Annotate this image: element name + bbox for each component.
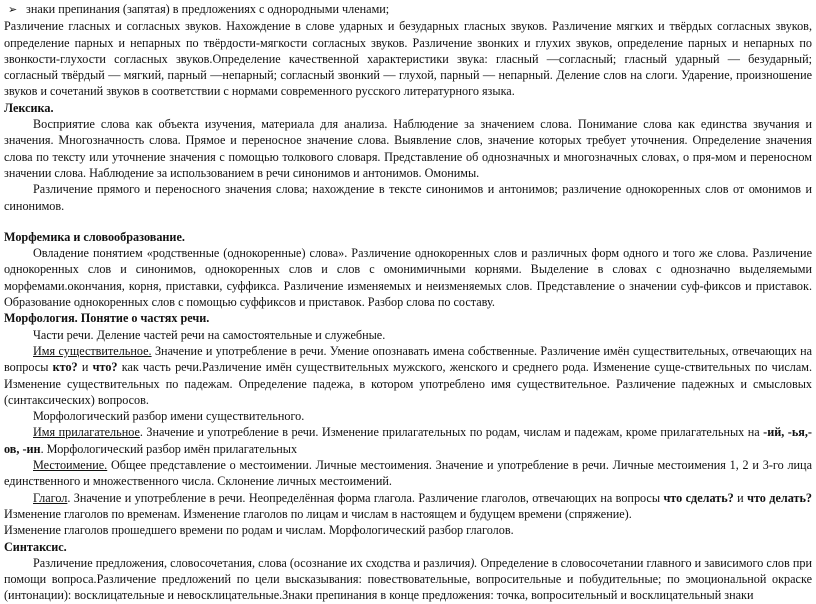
bullet-item <box>4 1 812 18</box>
verb-question-2: что делать? <box>747 490 813 505</box>
morphemics-paragraph: Овладение понятием «родственные (однокоренные) слова». Различение однокоренных слов и различных форм одного и того же слова. Различение однокоренных слов и синонимов, однокоренных слов и слов с омонимичными корнями. Выделение в словах с однозначно выделяемыми морфемами.окончания, корня, приставки, суффикса. Различение изменяемых и неизменяемых слов. Представление о значении суф-фиксов и приставок. Образование однокоренных слов с помощью суффиксов и приставок. Разбор слова по составу. <box>4 246 812 310</box>
adjective-text-a: . Значение и употребление в речи. Изменение прилагательных по родам, числам и падежам, кроме прилагательных на <box>139 425 764 440</box>
adjective-endings: -ий, -ья,-ов, -ин <box>4 425 812 456</box>
noun-term: Имя существительное. <box>33 343 152 358</box>
pronoun-paragraph <box>4 457 812 490</box>
adjective-text-b: . Морфологический разбор имён прилагательных <box>40 441 298 456</box>
bullet-text: знаки препинания (запятая) в предложениях с однородными членами; <box>26 2 390 16</box>
verb-text-b: Изменение глаголов по временам. Изменение глаголов по лицам и числам в настоящем и будущем времени (спряжение). <box>4 506 632 521</box>
verb-paragraph <box>4 490 812 523</box>
adjective-term: Имя прилагательное <box>33 425 140 440</box>
lexics-heading: Лексика. <box>4 100 54 115</box>
pronoun-text: Общее представление о местоимении. Личные местоимения. Значение и употребление в речи. Личные местоимения 1, 2 и 3-го лица единственного и множественного числа. Склонение личных местоимений. <box>4 458 812 489</box>
verb-text-a: . Значение и употребление в речи. Неопределённая форма глагола. Различение глаголов, отвечающих на вопросы <box>67 490 664 505</box>
phonetics-paragraph: Различение гласных и согласных звуков. Нахождение в слове ударных и безударных гласных звуков. Различение мягких и твёрдых согласных звуков, определение парных и непарных по твёрдости-мягкости согласных звуков. Различение звонких и глухих звуков, определение парных и непарных по звонкости-глухости согласных звуков.Определение качественной характеристики звука: гласный —согласный; гласный ударный — безударный; согласный твёрдый — мягкий, парный —непарный; согласный звонкий — глухой, парный — непарный. Деление слов на слоги. Ударение, произношение звуков и сочетаний звуков в соответствии с нормами современного русского литературного языка. <box>4 19 812 99</box>
pronoun-term: Местоимение. <box>33 458 108 473</box>
question-what: что? <box>92 360 118 375</box>
noun-text-a: Значение и употребление в речи. Умение опознавать имена собственные. Различение имён существительных, отвечающих на вопросы <box>4 343 813 375</box>
verb-term: Глагол <box>33 490 68 505</box>
arrowhead-bullet-icon: ➢ <box>8 3 18 16</box>
and-text: и <box>733 490 748 505</box>
noun-parse-paragraph: Морфологический разбор имени существительного. <box>33 409 305 424</box>
syntax-heading: Синтаксис. <box>4 539 67 554</box>
lexics-paragraph-2: Различение прямого и переносного значения слова; нахождение в тексте синонимов и антонимов; различение однокоренных слов от омонимов и синонимов. <box>4 182 812 213</box>
morphology-heading: Морфология. Понятие о частях речи. <box>4 311 210 326</box>
lexics-paragraph-1: Восприятие слова как объекта изучения, материала для анализа. Наблюдение за значением слова. Понимание слова как единства звучания и значения. Многозначность слова. Прямое и переносное значение слова. Выявление слов, значение которых требует уточнения. Определение значения слова по тексту или уточнение значения с помощью толкового словаря. Представление об однозначных и многозначных словах, о пря-мом и переносном значении слова. Наблюдение за использованием в речи синонимов и антонимов. Омонимы. <box>4 117 812 180</box>
syntax-text-b: Определение в словосочетании главного и зависимого слов при помощи вопроса.Различение предложений по цели высказывания: повествовательные, вопросительные и побудительные; по эмоциональной окраске (интонации): восклицательные и невосклицательные.Знаки препинания в конце предложения: точка, вопросительный и восклицательный знаки <box>4 555 812 603</box>
syntax-text-a: Различение предложения, словосочетания, слова (осознание их сходства и различия <box>33 555 471 570</box>
and-text: и <box>77 360 93 375</box>
parts-of-speech-paragraph: Части речи. Деление частей речи на самостоятельные и служебные. <box>33 327 386 342</box>
question-who: кто? <box>52 360 78 375</box>
morphemics-heading: Морфемика и словообразование. <box>4 229 185 244</box>
verb-question-1: что сделать? <box>663 490 734 505</box>
noun-text-b: как часть речи.Различение имён существительных мужского, женского и среднего рода. Изменение суще-ствительных по числам. Изменение существительных по падежам. Определение падежа, в котором употреблено имя существительное. Различение падежных и смысловых (синтаксических) вопросов. <box>4 360 812 407</box>
verb-past-paragraph: Изменение глаголов прошедшего времени по родам и числам. Морфологический разбор глаголов. <box>4 523 514 538</box>
section-gap <box>4 214 812 229</box>
syntax-italic-paren: ). <box>470 555 478 570</box>
syntax-paragraph <box>4 555 812 604</box>
noun-paragraph <box>4 343 812 408</box>
adjective-paragraph <box>4 424 812 457</box>
